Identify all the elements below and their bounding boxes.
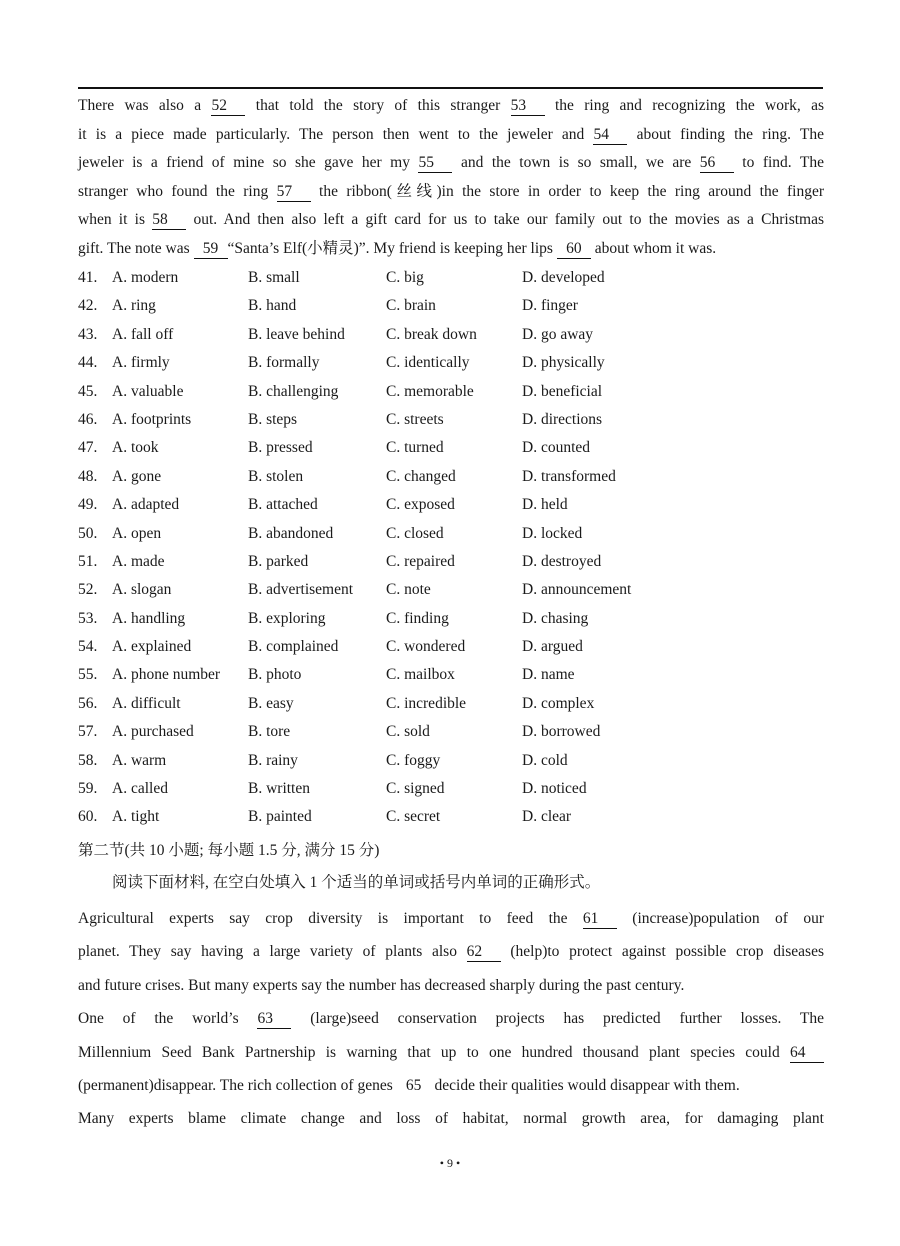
section-heading: 第二节(共 10 小题; 每小题 1.5 分, 满分 15 分) — [78, 842, 380, 859]
question-number: 45. — [78, 382, 98, 400]
blank-number[interactable]: 56 — [700, 154, 734, 173]
passage-line — [78, 149, 824, 178]
blank-number[interactable]: 57 — [277, 183, 311, 202]
blank-number[interactable]: 58 — [152, 211, 186, 230]
grammar-passage — [78, 902, 824, 1136]
option-d[interactable]: D. clear — [522, 808, 572, 826]
question-number: 47. — [78, 439, 98, 457]
blank-number[interactable]: 65 — [405, 1076, 422, 1094]
option-c[interactable]: C. foggy — [386, 751, 441, 769]
question-number: 51. — [78, 552, 98, 570]
passage-line — [78, 235, 824, 264]
option-a[interactable]: A. tight — [112, 808, 160, 826]
option-c[interactable]: C. memorable — [386, 382, 474, 400]
passage-text: jeweler is a friend of mine so she gave her my — [78, 154, 419, 172]
option-row — [78, 434, 824, 462]
blank-number[interactable]: 62 — [467, 943, 501, 962]
option-d[interactable]: D. locked — [522, 524, 583, 542]
option-row — [78, 321, 824, 349]
cloze-passage — [78, 92, 824, 264]
option-row — [78, 491, 824, 519]
question-number: 43. — [78, 325, 98, 343]
option-row — [78, 292, 824, 320]
option-a[interactable]: A. open — [112, 524, 162, 542]
option-d[interactable]: D. cold — [522, 751, 568, 769]
option-b[interactable]: B. rainy — [248, 751, 298, 769]
passage-text: and future crises. But many experts say the number has decreased sharply during the past century. — [78, 976, 685, 994]
option-d[interactable]: D. go away — [522, 325, 594, 343]
passage-line — [78, 1069, 824, 1102]
option-a[interactable]: A. explained — [112, 638, 192, 656]
option-c[interactable]: C. changed — [386, 467, 456, 485]
option-a[interactable]: A. adapted — [112, 496, 180, 514]
option-c[interactable]: C. sold — [386, 723, 430, 741]
option-d[interactable]: D. chasing — [522, 609, 589, 627]
option-b[interactable]: B. painted — [248, 808, 312, 826]
option-d[interactable]: D. counted — [522, 439, 591, 457]
option-c[interactable]: C. turned — [386, 439, 444, 457]
question-number: 57. — [78, 723, 98, 741]
option-b[interactable]: B. advertisement — [248, 581, 354, 599]
option-row — [78, 520, 824, 548]
passage-text: about whom it was. — [590, 239, 717, 257]
option-b[interactable]: B. hand — [248, 297, 297, 315]
option-a[interactable]: A. phone number — [112, 666, 221, 684]
passage-line — [78, 969, 824, 1002]
option-d[interactable]: D. argued — [522, 638, 583, 656]
passage-text: the ring and recognizing the work, as — [544, 97, 825, 114]
blank-number[interactable]: 60 — [557, 240, 591, 259]
question-number: 49. — [78, 496, 98, 514]
question-number: 60. — [78, 808, 98, 826]
option-d[interactable]: D. noticed — [522, 780, 587, 798]
blank-number[interactable]: 61 — [583, 910, 617, 929]
passage-text: “Santa’s Elf(小精灵)”. My friend is keeping her lips — [227, 239, 557, 257]
option-b[interactable]: B. pressed — [248, 439, 313, 457]
passage-line — [78, 1102, 824, 1135]
option-row — [78, 803, 824, 831]
blank-number[interactable]: 55 — [418, 154, 452, 173]
question-number: 41. — [78, 269, 98, 286]
option-b[interactable]: B. exploring — [248, 609, 326, 627]
option-a[interactable]: A. took — [112, 439, 159, 457]
option-a[interactable]: A. purchased — [112, 723, 194, 741]
question-number: 54. — [78, 638, 98, 656]
option-c[interactable]: C. big — [386, 269, 424, 286]
passage-text: gift. The note was — [78, 239, 194, 257]
option-c[interactable]: C. identically — [386, 354, 470, 372]
option-d[interactable]: D. borrowed — [522, 723, 601, 741]
option-row — [78, 576, 824, 604]
option-b[interactable]: B. stolen — [248, 467, 304, 485]
question-number: 44. — [78, 354, 98, 372]
option-d[interactable]: D. transformed — [522, 467, 616, 485]
passage-text: it is a piece made particularly. The person then went to the jeweler and — [78, 125, 594, 143]
blank-number[interactable]: 54 — [593, 126, 627, 145]
question-number: 50. — [78, 524, 98, 542]
option-a[interactable]: A. firmly — [112, 354, 170, 372]
option-b[interactable]: B. abandoned — [248, 524, 334, 542]
passage-line — [78, 92, 824, 121]
option-b[interactable]: B. parked — [248, 552, 309, 570]
blank-number[interactable]: 64 — [790, 1044, 824, 1063]
option-c[interactable]: C. exposed — [386, 496, 455, 514]
option-d[interactable]: D. developed — [522, 269, 605, 286]
passage-line — [78, 121, 824, 150]
option-a[interactable]: A. footprints — [112, 410, 192, 428]
section-instruction: 阅读下面材料, 在空白处填入 1 个适当的单词或括号内单词的正确形式。 — [112, 874, 601, 891]
option-a[interactable]: A. made — [112, 552, 165, 570]
option-a[interactable]: A. warm — [112, 751, 167, 769]
option-row — [78, 349, 824, 377]
option-row — [78, 264, 824, 292]
passage-text: There was also a — [78, 97, 212, 114]
question-number: 48. — [78, 467, 98, 485]
option-row — [78, 690, 824, 718]
passage-text: (increase)population of our — [616, 910, 824, 927]
option-b[interactable]: B. written — [248, 780, 310, 798]
header-rule — [78, 87, 823, 89]
option-c[interactable]: C. closed — [386, 524, 444, 542]
option-a[interactable]: A. gone — [112, 467, 162, 485]
option-c[interactable]: C. secret — [386, 808, 441, 826]
passage-text: when it is — [78, 211, 153, 229]
passage-text: (help)to protect against possible crop diseases — [500, 943, 824, 961]
option-a[interactable]: A. slogan — [112, 581, 172, 599]
option-c[interactable]: C. incredible — [386, 694, 467, 712]
option-d[interactable]: D. announcement — [522, 581, 632, 599]
passage-text: Many experts blame climate change and loss of habitat, normal growth area, for damaging plant — [78, 1110, 824, 1128]
option-a[interactable]: A. ring — [112, 297, 156, 315]
option-b[interactable]: B. easy — [248, 694, 294, 712]
option-c[interactable]: C. streets — [386, 410, 444, 428]
option-a[interactable]: A. valuable — [112, 382, 184, 400]
option-c[interactable]: C. wondered — [386, 638, 466, 656]
question-number: 55. — [78, 666, 98, 684]
option-d[interactable]: D. beneficial — [522, 382, 603, 400]
option-c[interactable]: C. break down — [386, 325, 477, 343]
passage-text: out. And then also left a gift card for us to take our family out to the movies as a Christmas — [186, 211, 824, 229]
blank-number[interactable]: 53 — [511, 97, 545, 116]
passage-text: planet. They say having a large variety of plants also — [78, 943, 467, 961]
option-b[interactable]: B. attached — [248, 496, 318, 514]
option-b[interactable]: B. challenging — [248, 382, 339, 400]
question-number: 59. — [78, 780, 98, 798]
passage-text: (large)seed conservation projects has predicted further losses. The — [291, 1010, 825, 1028]
option-d[interactable]: D. physically — [522, 354, 605, 372]
option-a[interactable]: A. difficult — [112, 694, 181, 712]
option-c[interactable]: C. repaired — [386, 552, 455, 570]
option-d[interactable]: D. directions — [522, 410, 603, 428]
page-number: • 9 • — [439, 1156, 461, 1170]
option-row — [78, 406, 824, 434]
option-d[interactable]: D. destroyed — [522, 552, 602, 570]
question-number: 58. — [78, 751, 98, 769]
option-c[interactable]: C. mailbox — [386, 666, 455, 684]
passage-text: stranger who found the ring — [78, 182, 277, 200]
passage-line — [78, 178, 824, 207]
passage-text: Agricultural experts say crop diversity is important to feed the — [78, 910, 583, 927]
question-number: 42. — [78, 297, 98, 315]
option-b[interactable]: B. steps — [248, 410, 298, 428]
option-d[interactable]: D. complex — [522, 694, 595, 712]
option-b[interactable]: B. small — [248, 269, 300, 286]
option-row — [78, 463, 824, 491]
option-a[interactable]: A. fall off — [112, 325, 174, 343]
blank-number[interactable]: 63 — [257, 1010, 291, 1029]
option-d[interactable]: D. held — [522, 496, 568, 514]
option-row — [78, 661, 824, 689]
blank-number[interactable]: 52 — [211, 97, 245, 116]
option-c[interactable]: C. finding — [386, 609, 449, 627]
option-a[interactable]: A. handling — [112, 609, 186, 627]
option-d[interactable]: D. name — [522, 666, 575, 684]
question-number: 46. — [78, 410, 98, 428]
option-row — [78, 548, 824, 576]
passage-line — [78, 1002, 824, 1035]
option-b[interactable]: B. leave behind — [248, 325, 345, 343]
options-list — [78, 264, 824, 832]
question-number: 52. — [78, 581, 98, 599]
option-b[interactable]: B. tore — [248, 723, 291, 741]
option-b[interactable]: B. photo — [248, 666, 302, 684]
passage-text: One of the world’s — [78, 1010, 258, 1028]
option-row — [78, 633, 824, 661]
option-d[interactable]: D. finger — [522, 297, 578, 315]
blank-number[interactable]: 59 — [194, 240, 228, 259]
passage-text: that told the story of this stranger — [245, 97, 511, 114]
option-b[interactable]: B. complained — [248, 638, 339, 656]
passage-text: about finding the ring. The — [627, 125, 824, 143]
question-number: 53. — [78, 609, 98, 627]
option-a[interactable]: A. modern — [112, 269, 179, 286]
passage-line — [78, 1036, 824, 1069]
passage-text: (permanent)disappear. The rich collection of genes — [78, 1076, 397, 1094]
passage-text: decide their qualities would disappear with them. — [430, 1076, 740, 1094]
option-row — [78, 718, 824, 746]
option-c[interactable]: C. note — [386, 581, 431, 599]
passage-text: and the town is so small, we are — [452, 154, 700, 172]
option-c[interactable]: C. brain — [386, 297, 436, 315]
option-c[interactable]: C. signed — [386, 780, 445, 798]
passage-line — [78, 935, 824, 968]
option-row — [78, 747, 824, 775]
option-row — [78, 605, 824, 633]
option-b[interactable]: B. formally — [248, 354, 320, 372]
passage-line — [78, 902, 824, 935]
passage-line — [78, 206, 824, 235]
passage-text: to find. The — [733, 154, 824, 172]
option-row — [78, 378, 824, 406]
option-a[interactable]: A. called — [112, 780, 168, 798]
passage-text: Millennium Seed Bank Partnership is warning that up to one hundred thousand plant species could — [78, 1043, 790, 1061]
question-number: 56. — [78, 694, 98, 712]
passage-text: the ribbon(丝线)in the store in order to keep the ring around the finger — [310, 182, 824, 200]
option-row — [78, 775, 824, 803]
